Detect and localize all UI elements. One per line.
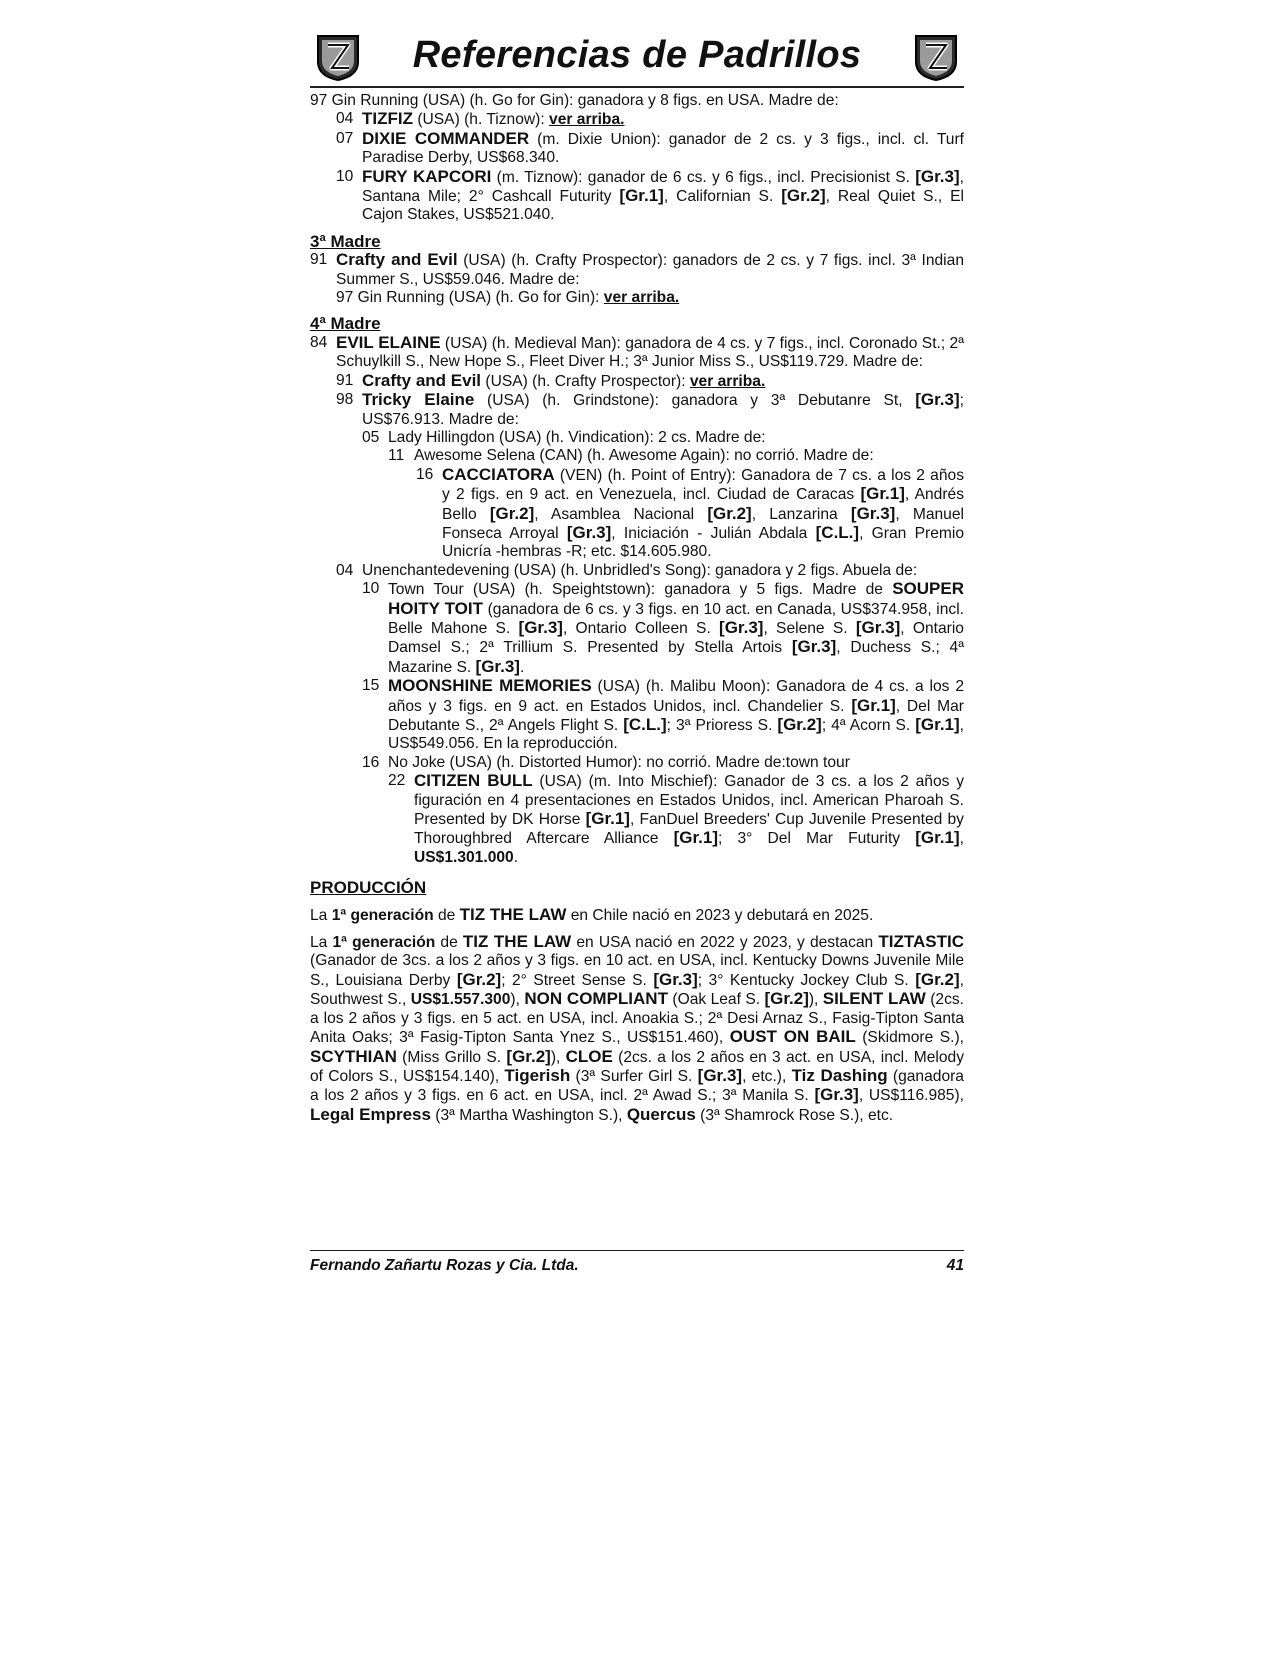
horse-name: NON COMPLIANT [524,989,668,1009]
grade-badge: [Gr.1] [851,695,896,715]
page-number: 41 [946,1257,964,1274]
page [310,30,964,1125]
offspring-entry: 05 Lady Hillingdon (USA) (h. Vindication): 2 cs. Madre de: [362,428,766,446]
grade-badge: [Gr.3] [791,637,837,657]
dam-entry-97: 97 Gin Running (USA) (h. Go for Gin): ganadora y 8 figs. en USA. Madre de: [310,92,839,109]
grade-badge: [Gr.2] [915,969,960,989]
sire-name: TIZ THE LAW [462,932,572,952]
grade-badge: [Gr.3] [475,656,520,676]
horse-name: SOUPER HOITY TOIT [388,579,964,618]
offspring-entry: 91 Crafty and Evil (USA) (h. Crafty Prospector): ver arriba. [336,370,766,390]
entry-year: 16 [362,753,380,771]
entry-year: 10 [336,167,354,185]
ver-arriba-link[interactable]: ver arriba. [603,289,680,307]
offspring-entry: 16 CACCIATORA (VEN) (h. Point of Entry): Ganadora de 7 cs. a los 2 años y 2 figs. en 9 act. en Venezuela, incl. Ciudad de Caracas [Gr.1], Andrés Bello [Gr.2], Asamblea Nacional [Gr.2], Lanzarina [Gr.3], Manuel Fonseca Arroyal [Gr.3], Iniciación - Julián Abdala [C.L.], Gran Premio Unicría -hembras -R; etc. $14.605.980. [416,464,965,561]
horse-name: Tiz Dashing [791,1065,888,1085]
ver-arriba-link[interactable]: ver arriba. [549,111,625,129]
grade-badge: [Gr.3] [566,522,612,542]
grade-badge: [Gr.3] [915,390,960,410]
grade-badge: [Gr.3] [697,1065,743,1085]
publisher-name: Fernando Zañartu Rozas y Cia. Ltda. [310,1257,579,1274]
offspring-entry: 22 CITIZEN BULL (USA) (m. Into Mischief): Ganador de 3 cs. a los 2 años y figuración en 4 presentaciones en Estados Unidos, incl. American Pharoah S. Presented by DK Horse [Gr.1], FanDuel Breeders' Cup Juvenile Presented by Thoroughbred Aftercare Alliance [Gr.1]; 3° Del Mar Futurity [Gr.1], US$1.301.000. [388,771,964,866]
entry-year: 04 [336,561,354,579]
entry-year: 11 [388,447,405,465]
zanartu-shield-logo-icon [912,32,960,82]
grade-badge: [Gr.3] [850,503,896,523]
grade-badge: [Gr.1] [585,809,630,829]
offspring-entry: 07 DIXIE COMMANDER (m. Dixie Union): ganador de 2 cs. y 3 figs., incl. cl. Turf Paradise Derby, US$68.340. [336,128,964,167]
grade-badge: [Gr.3] [915,166,960,186]
horse-name: Crafty and Evil [336,250,458,270]
entry-year: 22 [388,772,406,790]
grade-badge: [Gr.3] [518,617,563,637]
ver-arriba-link[interactable]: ver arriba. [689,372,766,390]
entry-year: 84 [310,333,328,351]
production-paragraph-usa: La 1ª generación de TIZ THE LAW en USA nació en 2022 y 2023, y destacan TIZTASTIC (Ganador de 3cs. a los 2 años y 3 figs. en 10 act. en USA, incl. Kentucky Downs Juvenile Mile S., Louisiana Derby [Gr.2]; 2° Street Sense S. [Gr.3]; 3° Kentucky Jockey Club S. [Gr.2], Southwest S., US$1.557.300), NON COMPLIANT (Oak Leaf S. [Gr.2]), SILENT LAW (2cs. a los 2 años y 3 figs. en 5 act. en USA, incl. Anoakia S.; 2ª Desi Arnaz S., Fasig-Tipton Santa Anita Oaks; 3ª Fasig-Tipton Santa Ynez S., US$151.460), OUST ON BAIL (Skidmore S.), SCYTHIAN (Miss Grillo S. [Gr.2]), CLOE (2cs. a los 2 años en 3 act. en USA, incl. Melody of Colors S., US$154.140), Tigerish (3ª Surfer Girl S. [Gr.3], etc.), Tiz Dashing (ganadora a los 2 años y 3 figs. en 6 act. en USA, incl. 2ª Awad S.; 3ª Manila S. [Gr.3], US$116.985), Legal Empress (3ª Martha Washington S.), Quercus (3ª Shamrock Rose S.), etc. [310,932,965,1124]
horse-name: EVIL ELAINE [336,332,441,352]
grade-badge: [Gr.1] [860,484,905,504]
horse-name: OUST ON BAIL [729,1027,856,1047]
horse-name: Quercus [626,1104,696,1124]
entry-year: 91 [336,371,354,389]
entry-year: 10 [362,580,380,598]
production-paragraph-chile: La 1ª generación de TIZ THE LAW en Chile nació en 2023 y debutará en 2025. [310,904,874,924]
grade-badge: [Gr.3] [814,1085,859,1105]
grade-badge: [Gr.2] [506,1046,551,1066]
horse-name: CLOE [565,1046,613,1066]
grade-badge: [Gr.2] [781,186,826,206]
grade-badge: [Gr.2] [777,715,822,734]
horse-name: CITIZEN BULL [414,771,533,791]
grade-badge: [Gr.1] [915,828,960,848]
horse-name: TIZFIZ [362,109,413,129]
earnings-value: US$1.301.000 [414,848,514,866]
offspring-entry: 10 FURY KAPCORI (m. Tiznow): ganador de 6 cs. y 6 figs., incl. Precisionist S. [Gr.3], Santana Mile; 2° Cashcall Futurity [Gr.1], Californian S. [Gr.2], Real Quiet S., El Cajon Stakes, US$521.040. [336,166,964,224]
grade-badge: [Gr.2] [707,503,752,523]
entry-year: 91 [310,251,328,269]
horse-name: Legal Empress [310,1104,431,1124]
grade-badge: [Gr.3] [855,617,901,637]
entry-year: 07 [336,129,354,147]
horse-name: MOONSHINE MEMORIES [388,676,592,696]
page-header [310,30,964,88]
sire-name: TIZ THE LAW [459,904,567,924]
horse-name: Crafty and Evil [362,370,482,390]
grade-badge: [Gr.2] [489,503,535,523]
horse-name: Tricky Elaine [362,390,475,410]
offspring-entry: 15 MOONSHINE MEMORIES (USA) (h. Malibu Moon): Ganadora de 4 cs. a los 2 años y 3 figs. en 9 act. en Estados Unidos, incl. Chandelier S. [Gr.1], Del Mar Debutante S., 2ª Angels Flight S. [C.L.]; 3ª Prioress S. [Gr.2]; 4ª Acorn S. [Gr.1], US$549.056. En la reproducción. [362,676,965,753]
entry-year: 05 [362,428,380,446]
section-heading-4a-madre: 4ª Madre [310,314,381,334]
offspring-entry: 16 No Joke (USA) (h. Distorted Humor): no corrió. Madre de:town tour [362,753,850,771]
offspring-entry: 04 TIZFIZ (USA) (h. Tiznow): ver arriba. [336,109,625,129]
horse-name: SCYTHIAN [310,1046,397,1066]
entry-year: 15 [362,677,380,695]
offspring-entry: 10 Town Tour (USA) (h. Speightstown): ganadora y 5 figs. Madre de SOUPER HOITY TOIT (ganadora de 6 cs. y 3 figs. en 10 act. en Canada, US$374.958, incl. Belle Mahone S. [Gr.3], Ontario Colleen S. [Gr.3], Selene S. [Gr.3], Ontario Damsel S.; 2ª Trillium S. Presented by Stella Artois [Gr.3], Duchess S.; 4ª Mazarine S. [Gr.3]. [362,579,965,676]
horse-name: DIXIE COMMANDER [362,128,530,148]
offspring-entry: 11 Awesome Selena (CAN) (h. Awesome Again): no corrió. Madre de: [388,447,874,465]
horse-name: CACCIATORA [442,464,555,484]
dam-entry: 91 Crafty and Evil (USA) (h. Crafty Prospector): ganadors de 2 cs. y 7 figs. incl. 3ª Indian Summer S., US$59.046. Madre de: [310,250,964,288]
document-body [310,92,964,1125]
section-heading-3a-madre: 3ª Madre [310,231,381,251]
grade-badge: [Gr.1] [619,186,664,206]
grade-badge: [C.L.] [623,715,667,734]
grade-badge: [Gr.1] [673,828,718,848]
grade-badge: [Gr.3] [719,617,764,637]
offspring-entry: 98 Tricky Elaine (USA) (h. Grindstone): ganadora y 3ª Debutanre St, [Gr.3]; US$76.913. Madre de: [336,390,964,428]
grade-badge: [Gr.1] [915,715,960,734]
entry-year: 98 [336,391,354,409]
grade-badge: [Gr.3] [653,969,698,989]
horse-name: Tigerish [504,1065,571,1085]
grade-badge: [Gr.2] [456,969,502,989]
dam-entry: 84 EVIL ELAINE (USA) (h. Medieval Man): ganadora de 4 cs. y 7 figs., incl. Coronado St.; 2ª Schuylkill S., New Hope S., Fleet Diver H.; 3ª Junior Miss S., US$119.729. Madre de: [310,332,964,371]
offspring-entry: 97 Gin Running (USA) (h. Go for Gin): ver arriba. [336,289,680,307]
section-heading-produccion: PRODUCCIÓN [310,878,427,898]
page-title: Referencias de Padrillos [412,34,862,76]
grade-badge: [C.L.] [815,522,860,542]
generation-label: 1ª generación [332,934,436,952]
generation-label: 1ª generación [331,906,434,924]
horse-name: TIZTASTIC [878,932,964,952]
entry-year: 04 [336,110,354,128]
entry-year: 16 [416,465,434,483]
grade-badge: [Gr.2] [764,989,809,1009]
offspring-entry: 04 Unenchantedevening (USA) (h. Unbridled's Song): ganadora y 2 figs. Abuela de: [336,561,918,579]
horse-name: SILENT LAW [822,989,926,1009]
page-footer [310,1250,964,1275]
earnings-value: US$1.557.300 [410,991,511,1009]
horse-name: FURY KAPCORI [362,166,492,186]
